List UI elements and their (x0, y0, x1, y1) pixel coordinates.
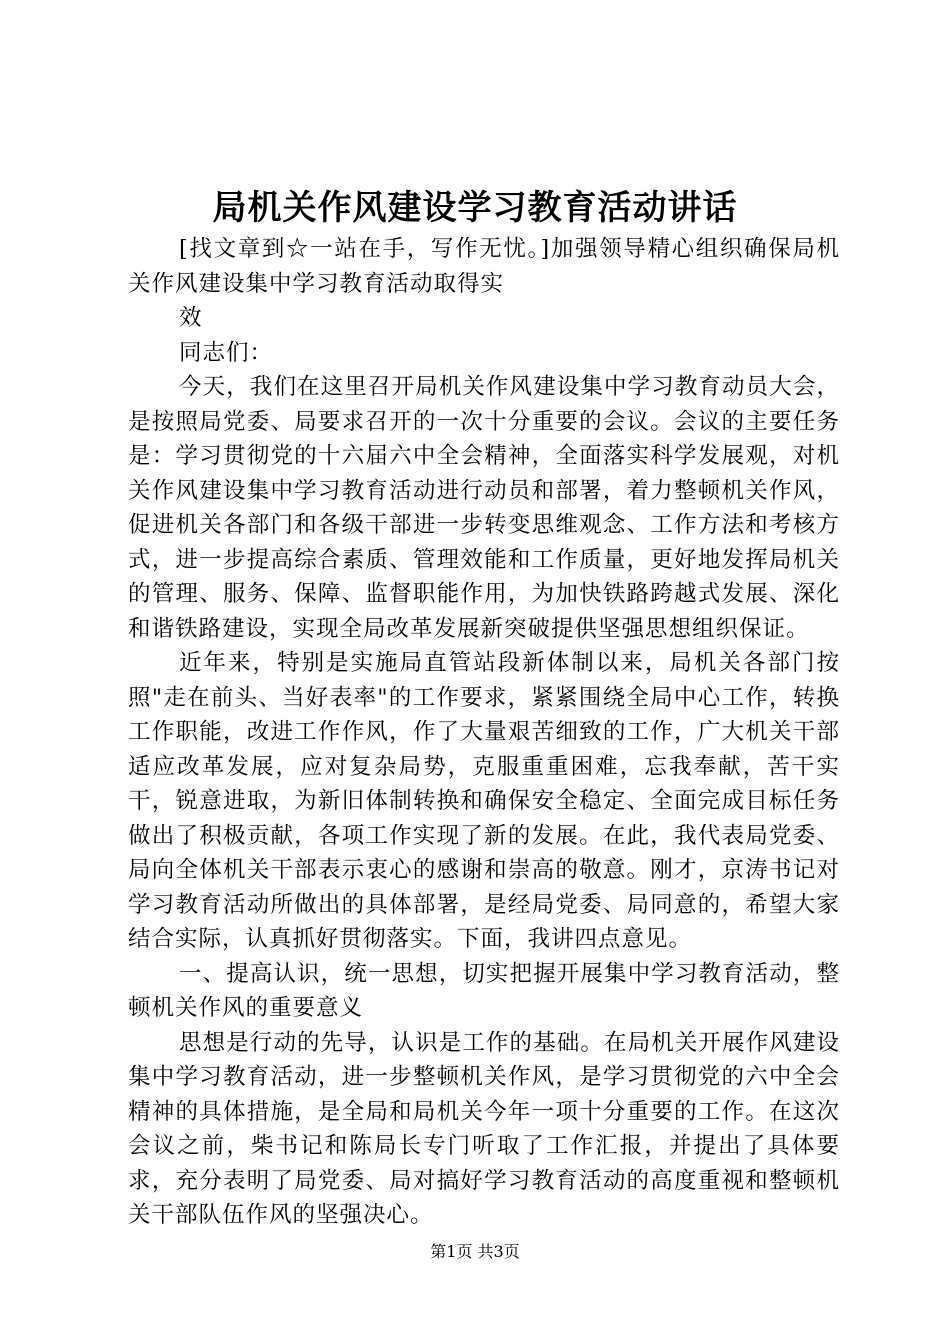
document-title: 局机关作风建设学习教育活动讲话 (212, 188, 738, 228)
section-heading-one: 一、提高认识，统一思想，切实把握开展集中学习教育活动，整顿机关作风的重要意义 (128, 960, 840, 1021)
paragraph-salutation: 同志们： (179, 339, 274, 366)
paragraph-section-one: 思想是行动的先导，认识是工作的基础。在局机关开展作风建设集中学习教育活动，进一步整顿机关作风，是学习贯彻党的六中全会精神的具体措施，是全局和局机关今年一项十分重要的工作。在这次会议之前，柴书记和陈局长专门听取了工作汇报，并提出了具体要求，充分表明了局党委、局对搞好学习教育活动的高度重视和整顿机关干部队伍作风的坚强决心。 (128, 1029, 840, 1228)
paragraph-recent-years: 近年来，特别是实施局直管站段新体制以来，局机关各部门按照"走在前头、当好表率"的工作要求，紧紧围绕全局中心工作，转换工作职能，改进工作作风，作了大量艰苦细致的工作，广大机关干部适应改革发展，应对复杂局势，克服重重困难，忘我奉献，苦干实干，锐意进取，为新旧体制转换和确保安全稳定、全面完成目标任务做出了积极贡献，各项工作实现了新的发展。在此，我代表局党委、局向全体机关干部表示衷心的感谢和崇高的敬意。刚才，京涛书记对学习教育活动所做出的具体部署，是经局党委、局同意的，希望大家结合实际，认真抓好贯彻落实。下面，我讲四点意见。 (128, 650, 840, 952)
paragraph-opening: 今天，我们在这里召开局机关作风建设集中学习教育动员大会，是按照局党委、局要求召开的一次十分重要的会议。会议的主要任务是：学习贯彻党的十六届六中全会精神，全面落实科学发展观，对机关作风建设集中学习教育活动进行动员和部署，着力整顿机关作风，促进机关各部门和各级干部进一步转变思维观念、工作方法和考核方式，进一步提高综合素质、管理效能和工作质量，更好地发挥局机关的管理、服务、保障、监督职能作用，为加快铁路跨越式发展、深化和谐铁路建设，实现全局改革发展新突破提供坚强思想组织保证。 (128, 374, 840, 642)
page-footer: 第1页 共3页 (430, 1242, 520, 1261)
paragraph-intro-continued: 效 (179, 305, 203, 331)
document-body (128, 232, 840, 1233)
paragraph-intro: [找文章到☆一站在手，写作无忧。]加强领导精心组织确保局机关作风建设集中学习教育活动取得实 (128, 236, 840, 297)
